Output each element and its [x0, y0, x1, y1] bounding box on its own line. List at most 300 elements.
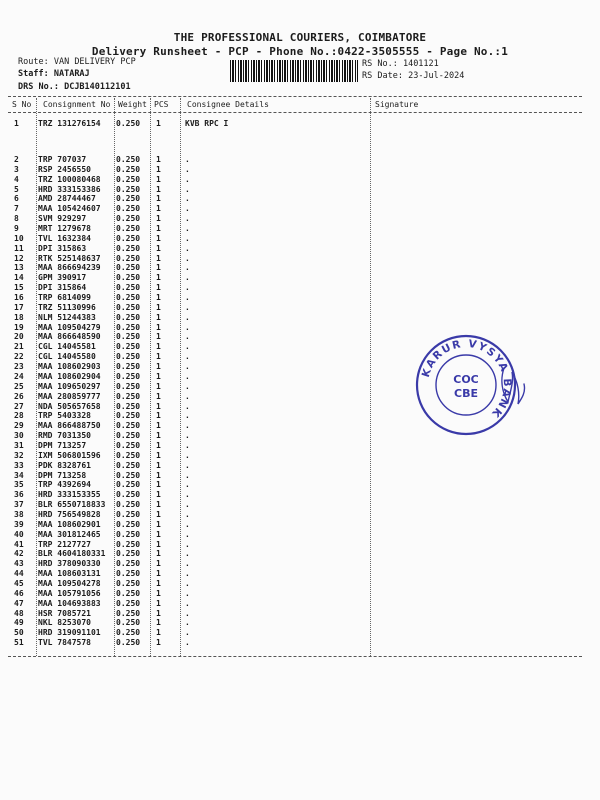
row-sno: 34 [14, 470, 24, 480]
table-row [0, 175, 600, 185]
row-pcs: 1 [156, 628, 161, 638]
row-sno: 43 [14, 559, 24, 569]
row-consignment-no: MAA 104693883 [38, 598, 101, 608]
row-consignment-no: SVM 929297 [38, 214, 87, 224]
row-consignee-details: . [185, 155, 190, 164]
row-weight: 0.250 [116, 628, 141, 638]
row-weight: 0.250 [116, 194, 141, 204]
row-consignment-no: TVL 1632384 [38, 233, 91, 243]
row-pcs: 1 [156, 559, 161, 569]
row-consignee-details: . [185, 440, 190, 450]
row-pcs: 1 [156, 283, 161, 293]
row-weight: 0.250 [116, 549, 141, 559]
handwritten-signature [498, 362, 528, 410]
row-consignment-no: RSP 2456550 [38, 164, 91, 174]
table-row [0, 500, 600, 510]
row-sno: 19 [14, 322, 24, 332]
row-weight: 0.250 [116, 421, 141, 431]
row-consignee-details: . [185, 214, 190, 224]
row-consignment-no: TRZ 100080468 [38, 174, 101, 184]
row-sno: 26 [14, 391, 24, 401]
row-weight: 0.250 [116, 500, 141, 510]
row-consignee-details: . [185, 401, 190, 411]
row-consignment-no: DPI 315864 [38, 283, 87, 293]
row-pcs: 1 [156, 184, 161, 194]
row-sno: 12 [14, 253, 24, 263]
row-consignee-details: . [185, 460, 190, 470]
row-pcs: 1 [156, 480, 161, 490]
row-weight: 0.250 [116, 608, 141, 618]
row-consignment-no: CGL 14045581 [38, 342, 96, 352]
row-sno: 40 [14, 529, 24, 539]
row-sno: 6 [14, 194, 19, 204]
row-sno: 10 [14, 233, 24, 243]
table-row [0, 540, 600, 550]
row-weight: 0.250 [116, 174, 141, 184]
row-consignment-no: NDA 505657658 [38, 401, 101, 411]
table-row [0, 254, 600, 264]
drs-value: DCJB140112101 [64, 82, 131, 92]
row-consignee-details: . [185, 628, 190, 638]
row-sno: 42 [14, 549, 24, 559]
table-row [0, 244, 600, 254]
row-consignment-no: MAA 866648590 [38, 332, 101, 342]
row-pcs: 1 [156, 490, 161, 500]
row-sno: 1 [14, 119, 19, 128]
row-consignee-details: . [185, 529, 190, 539]
row-consignment-no: TRZ 51130996 [38, 302, 96, 312]
row-pcs: 1 [156, 253, 161, 263]
row-consignee-details: . [185, 391, 190, 401]
row-consignee-details: . [185, 293, 190, 303]
row-weight: 0.250 [116, 460, 141, 470]
row-sno: 27 [14, 401, 24, 411]
row-consignment-no: DPM 713258 [38, 470, 87, 480]
col-header-weight: Weight [118, 100, 147, 109]
row-pcs: 1 [156, 224, 161, 234]
row-consignment-no: MAA 108603131 [38, 569, 101, 579]
row-sno: 25 [14, 381, 24, 391]
route-label: Route: [18, 57, 49, 67]
row-pcs: 1 [156, 371, 161, 381]
row-consignee-details: . [185, 509, 190, 519]
route-value: VAN DELIVERY PCP [53, 57, 136, 67]
row-weight: 0.250 [116, 155, 141, 164]
row-pcs: 1 [156, 119, 161, 128]
row-pcs: 1 [156, 460, 161, 470]
table-row [0, 559, 600, 569]
row-consignment-no: DPI 315863 [38, 243, 87, 253]
row-weight: 0.250 [116, 253, 141, 263]
row-consignment-no: TRP 5403328 [38, 411, 91, 421]
row-pcs: 1 [156, 421, 161, 431]
row-weight: 0.250 [116, 450, 141, 460]
col-header-signature: Signature [375, 100, 419, 109]
row-pcs: 1 [156, 440, 161, 450]
row-consignment-no: AMD 28744467 [38, 194, 96, 204]
row-weight: 0.250 [116, 273, 141, 283]
row-consignment-no: HRD 333153355 [38, 490, 101, 500]
row-weight: 0.250 [116, 164, 141, 174]
table-row [0, 204, 600, 214]
row-consignment-no: MRT 1279678 [38, 224, 91, 234]
row-consignment-no: TRP 4392694 [38, 480, 91, 490]
row-sno: 51 [14, 638, 24, 648]
row-consignment-no: TVL 7847578 [38, 638, 91, 648]
row-pcs: 1 [156, 302, 161, 312]
row-pcs: 1 [156, 233, 161, 243]
row-sno: 9 [14, 224, 19, 234]
row-pcs: 1 [156, 500, 161, 510]
row-weight: 0.250 [116, 263, 141, 273]
row-consignee-details: . [185, 618, 190, 628]
row-sno: 30 [14, 431, 24, 441]
row-sno: 49 [14, 618, 24, 628]
row-pcs: 1 [156, 312, 161, 322]
row-consignee-details: . [185, 322, 190, 332]
row-sno: 8 [14, 214, 19, 224]
row-sno: 50 [14, 628, 24, 638]
row-pcs: 1 [156, 549, 161, 559]
table-row [0, 530, 600, 540]
row-weight: 0.250 [116, 529, 141, 539]
rs-date-value: 23-Jul-2024 [408, 71, 465, 81]
row-weight: 0.250 [116, 598, 141, 608]
row-sno: 15 [14, 283, 24, 293]
row-sno: 7 [14, 204, 19, 214]
row-consignee-details: KVB RPC I [185, 119, 229, 128]
table-row [0, 119, 600, 129]
table-row [0, 185, 600, 195]
staff-value: NATARAJ [53, 69, 90, 79]
row-consignment-no: MAA 108602903 [38, 362, 101, 372]
row-pcs: 1 [156, 519, 161, 529]
row-weight: 0.250 [116, 243, 141, 253]
row-weight: 0.250 [116, 204, 141, 214]
row-sno: 47 [14, 598, 24, 608]
row-sno: 28 [14, 411, 24, 421]
row-weight: 0.250 [116, 371, 141, 381]
row-sno: 20 [14, 332, 24, 342]
row-pcs: 1 [156, 342, 161, 352]
runsheet-subtitle: Delivery Runsheet - PCP - Phone No.:0422-3505555 - Page No.:1 [91, 45, 509, 58]
row-sno: 11 [14, 243, 24, 253]
row-sno: 17 [14, 302, 24, 312]
row-sno: 23 [14, 362, 24, 372]
row-consignment-no: MAA 109650297 [38, 381, 101, 391]
row-consignee-details: . [185, 470, 190, 480]
table-row [0, 609, 600, 619]
table-row [0, 628, 600, 638]
row-consignment-no: MAA 105424607 [38, 204, 101, 214]
row-sno: 35 [14, 480, 24, 490]
row-sno: 13 [14, 263, 24, 273]
row-weight: 0.250 [116, 569, 141, 579]
row-weight: 0.250 [116, 638, 141, 648]
row-sno: 44 [14, 569, 24, 579]
row-consignee-details: . [185, 490, 190, 500]
table-row [0, 165, 600, 175]
row-pcs: 1 [156, 263, 161, 273]
row-pcs: 1 [156, 618, 161, 628]
row-consignee-details: . [185, 184, 190, 194]
row-consignee-details: . [185, 549, 190, 559]
row-pcs: 1 [156, 470, 161, 480]
row-weight: 0.250 [116, 490, 141, 500]
row-consignee-details: . [185, 371, 190, 381]
row-pcs: 1 [156, 598, 161, 608]
table-row [0, 589, 600, 599]
row-pcs: 1 [156, 391, 161, 401]
row-weight: 0.250 [116, 411, 141, 421]
row-pcs: 1 [156, 362, 161, 372]
row-pcs: 1 [156, 578, 161, 588]
row-pcs: 1 [156, 509, 161, 519]
row-consignee-details: . [185, 302, 190, 312]
table-row [0, 520, 600, 530]
row-sno: 21 [14, 342, 24, 352]
row-weight: 0.250 [116, 391, 141, 401]
row-pcs: 1 [156, 164, 161, 174]
table-row [0, 263, 600, 273]
row-weight: 0.250 [116, 293, 141, 303]
row-consignee-details: . [185, 312, 190, 322]
row-consignee-details: . [185, 224, 190, 234]
row-consignment-no: MAA 866694239 [38, 263, 101, 273]
stamp-line2: CBE [454, 387, 478, 400]
row-weight: 0.250 [116, 480, 141, 490]
table-row [0, 510, 600, 520]
row-sno: 38 [14, 509, 24, 519]
row-consignee-details: . [185, 253, 190, 263]
row-consignment-no: MAA 105791056 [38, 588, 101, 598]
row-consignment-no: CGL 14045580 [38, 352, 96, 362]
table-row [0, 618, 600, 628]
row-sno: 36 [14, 490, 24, 500]
row-consignee-details: . [185, 608, 190, 618]
row-pcs: 1 [156, 401, 161, 411]
row-consignee-details: . [185, 164, 190, 174]
row-weight: 0.250 [116, 401, 141, 411]
table-row [0, 490, 600, 500]
row-weight: 0.250 [116, 302, 141, 312]
row-consignee-details: . [185, 569, 190, 579]
table-row [0, 480, 600, 490]
row-pcs: 1 [156, 588, 161, 598]
row-weight: 0.250 [116, 332, 141, 342]
row-consignee-details: . [185, 559, 190, 569]
staff-label: Staff: [18, 69, 49, 79]
row-consignee-details: . [185, 588, 190, 598]
col-header-consignment: Consignment No [43, 100, 111, 109]
row-consignment-no: BLR 4604180331 [38, 549, 106, 559]
row-weight: 0.250 [116, 381, 141, 391]
row-pcs: 1 [156, 450, 161, 460]
row-sno: 24 [14, 371, 24, 381]
row-pcs: 1 [156, 352, 161, 362]
row-consignment-no: MAA 108602904 [38, 371, 101, 381]
row-consignment-no: RTK 525148637 [38, 253, 101, 263]
row-consignee-details: . [185, 233, 190, 243]
row-consignee-details: . [185, 421, 190, 431]
row-weight: 0.250 [116, 519, 141, 529]
drs-label: DRS No.: [18, 82, 59, 92]
row-pcs: 1 [156, 214, 161, 224]
row-consignee-details: . [185, 539, 190, 549]
row-sno: 29 [14, 421, 24, 431]
row-sno: 32 [14, 450, 24, 460]
row-consignment-no: TRP 707037 [38, 155, 87, 164]
table-row [0, 303, 600, 313]
table-row [0, 441, 600, 451]
table-row [0, 549, 600, 559]
row-consignee-details: . [185, 352, 190, 362]
row-consignment-no: HSR 7085721 [38, 608, 91, 618]
row-sno: 41 [14, 539, 24, 549]
row-sno: 2 [14, 155, 19, 164]
row-consignee-details: . [185, 263, 190, 273]
row-sno: 4 [14, 174, 19, 184]
row-consignee-details: . [185, 194, 190, 204]
row-weight: 0.250 [116, 431, 141, 441]
row-sno: 48 [14, 608, 24, 618]
row-pcs: 1 [156, 293, 161, 303]
row-consignment-no: MAA 109504279 [38, 322, 101, 332]
row-pcs: 1 [156, 569, 161, 579]
table-row [0, 283, 600, 293]
row-consignee-details: . [185, 332, 190, 342]
row-weight: 0.250 [116, 214, 141, 224]
row-consignee-details: . [185, 411, 190, 421]
row-sno: 33 [14, 460, 24, 470]
row-consignment-no: MAA 301812465 [38, 529, 101, 539]
col-header-details: Consignee Details [187, 100, 269, 109]
row-pcs: 1 [156, 638, 161, 648]
table-row [0, 569, 600, 579]
row-consignment-no: RMD 7031350 [38, 431, 91, 441]
table-row [0, 599, 600, 609]
row-pcs: 1 [156, 204, 161, 214]
table-row [0, 293, 600, 303]
table-row [0, 155, 600, 165]
row-consignment-no: HRD 333153386 [38, 184, 101, 194]
rs-date-label: RS Date: [362, 71, 403, 81]
row-pcs: 1 [156, 529, 161, 539]
row-pcs: 1 [156, 431, 161, 441]
table-row [0, 214, 600, 224]
row-weight: 0.250 [116, 312, 141, 322]
row-weight: 0.250 [116, 559, 141, 569]
row-pcs: 1 [156, 174, 161, 184]
row-consignment-no: MAA 866488750 [38, 421, 101, 431]
row-weight: 0.250 [116, 362, 141, 372]
table-row [0, 461, 600, 471]
row-consignment-no: NLM 51244383 [38, 312, 96, 322]
row-weight: 0.250 [116, 618, 141, 628]
row-sno: 45 [14, 578, 24, 588]
row-weight: 0.250 [116, 588, 141, 598]
row-sno: 39 [14, 519, 24, 529]
row-consignment-no: MAA 108602901 [38, 519, 101, 529]
row-consignee-details: . [185, 598, 190, 608]
row-pcs: 1 [156, 322, 161, 332]
row-sno: 16 [14, 293, 24, 303]
row-consignee-details: . [185, 578, 190, 588]
stamp-outer-text: KARUR VYSYA BANK [419, 337, 514, 421]
table-row [0, 323, 600, 333]
row-weight: 0.250 [116, 119, 141, 128]
row-sno: 31 [14, 440, 24, 450]
row-consignment-no: HRD 319091101 [38, 628, 101, 638]
table-row [0, 471, 600, 481]
row-sno: 37 [14, 500, 24, 510]
row-consignee-details: . [185, 174, 190, 184]
row-consignment-no: DPM 713257 [38, 440, 87, 450]
table-row [0, 313, 600, 323]
row-weight: 0.250 [116, 440, 141, 450]
table-row [0, 273, 600, 283]
row-consignment-no: HRD 378090330 [38, 559, 101, 569]
row-pcs: 1 [156, 194, 161, 204]
row-weight: 0.250 [116, 342, 141, 352]
row-pcs: 1 [156, 608, 161, 618]
row-pcs: 1 [156, 243, 161, 253]
row-weight: 0.250 [116, 283, 141, 293]
row-consignment-no: GPM 390917 [38, 273, 87, 283]
rs-no-value: 1401121 [402, 59, 439, 69]
row-weight: 0.250 [116, 509, 141, 519]
row-sno: 3 [14, 164, 19, 174]
row-consignee-details: . [185, 450, 190, 460]
row-weight: 0.250 [116, 224, 141, 234]
row-consignment-no: HRD 756549828 [38, 509, 101, 519]
row-weight: 0.250 [116, 184, 141, 194]
company-title: THE PROFESSIONAL COURIERS, COIMBATORE [173, 31, 427, 44]
table-row [0, 579, 600, 589]
row-consignment-no: TRZ 131276154 [38, 119, 101, 128]
row-consignment-no: MAA 280859777 [38, 391, 101, 401]
row-pcs: 1 [156, 155, 161, 164]
row-sno: 14 [14, 273, 24, 283]
row-consignment-no: BLR 6550718833 [38, 500, 106, 510]
row-pcs: 1 [156, 381, 161, 391]
row-consignee-details: . [185, 638, 190, 648]
row-consignee-details: . [185, 431, 190, 441]
row-sno: 18 [14, 312, 24, 322]
row-consignee-details: . [185, 243, 190, 253]
row-weight: 0.250 [116, 578, 141, 588]
row-consignment-no: TRP 6814099 [38, 293, 91, 303]
row-sno: 22 [14, 352, 24, 362]
col-header-pcs: PCS [154, 100, 169, 109]
col-header-sno: S No [12, 100, 32, 109]
row-weight: 0.250 [116, 352, 141, 362]
row-consignment-no: IXM 506801596 [38, 450, 101, 460]
row-consignee-details: . [185, 273, 190, 283]
table-row [0, 234, 600, 244]
row-pcs: 1 [156, 539, 161, 549]
table-row [0, 638, 600, 648]
row-consignee-details: . [185, 519, 190, 529]
row-consignment-no: TRP 2127727 [38, 539, 91, 549]
row-pcs: 1 [156, 332, 161, 342]
table-row [0, 224, 600, 234]
row-consignee-details: . [185, 204, 190, 214]
row-weight: 0.250 [116, 470, 141, 480]
row-consignee-details: . [185, 480, 190, 490]
row-weight: 0.250 [116, 233, 141, 243]
row-sno: 5 [14, 184, 19, 194]
